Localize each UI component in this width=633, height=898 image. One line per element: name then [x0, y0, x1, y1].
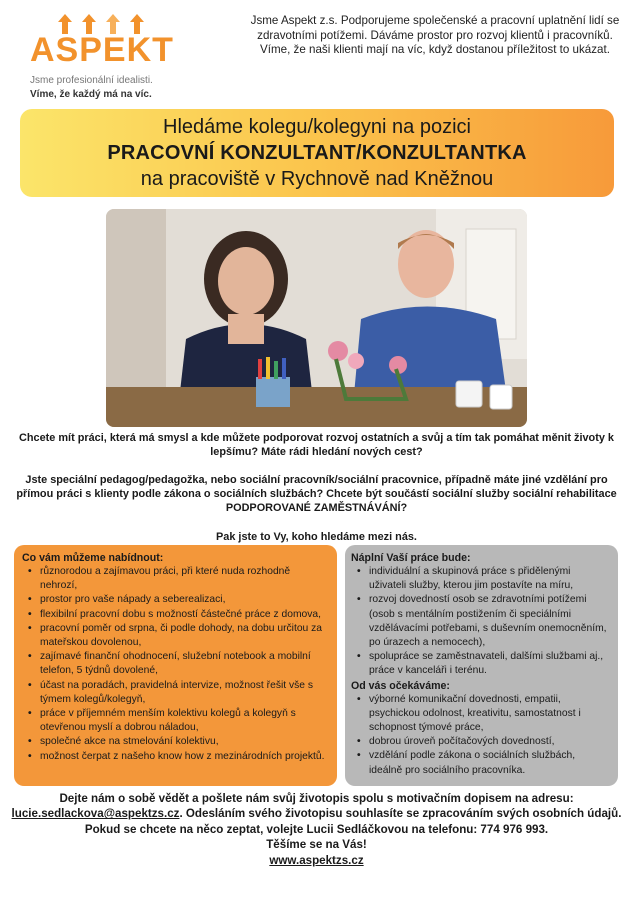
qualification-question: Jste speciální pedagog/pedagožka, nebo sociální pracovník/sociální pracovnice, případně máte jiné vzdělání pro přímou práci s klienty podle zákona o sociálních službách? Chcete být součástí sociální služby sociální rehabilitace PODPOROVANÉ ZAMĚSTNÁVÁNÍ?: [16, 474, 617, 515]
email-link[interactable]: lucie.sedlackova@aspektzs.cz: [11, 807, 180, 821]
list-item: • výborné komunikační dovednosti, empatii, psychickou odolnost, kreativitu, samostatnost i schopnost týmové práce,: [369, 693, 610, 736]
list-item: • možnost čerpat z našeho know how z mezinárodních projektů.: [40, 750, 329, 764]
list-item: • různorodou a zajímavou práci, při které nuda rozhodně nehrozí,: [40, 565, 329, 593]
list-item: • rozvoj dovedností osob se zdravotními potížemi (osob s mentálním postižením či speciálními vzdělávacími potřebami, s duševním onemocněním, po úrazech a nemocech),: [369, 593, 610, 650]
list-item: • individuální a skupinová práce s přidělenými uživateli služby, kterou jim postavíte na míru,: [369, 565, 610, 593]
logo-text: ASPEKT: [30, 31, 174, 69]
expectations-list: [351, 693, 610, 778]
list-item: • dobrou úroveň počítačových dovedností,: [369, 735, 610, 749]
tagline-2: Víme, že každý má na víc.: [30, 89, 152, 100]
list-item: • prostor pro vaše nápady a seberealizaci,: [40, 593, 329, 607]
intro-question: Chcete mít práci, která má smysl a kde můžete podporovat rozvoj ostatních a svůj a tím tak pomáhat měnit životy k lepšímu? Máte rádi hledání nových cest?: [19, 432, 614, 459]
offer-list: [22, 565, 329, 764]
list-item: • vzdělání podle zákona o sociálních službách, ideálně pro sociálního pracovníka.: [369, 749, 610, 777]
duties-title: Náplní Vaší práce bude:: [351, 552, 471, 564]
footer-greeting: Těšíme se na Vás!: [266, 838, 367, 852]
team-photo: [106, 209, 527, 427]
duties-box: [345, 545, 618, 786]
aspekt-logo: [30, 14, 190, 102]
banner-line-1: Hledáme kolegu/kolegyni na pozici: [163, 116, 471, 138]
duties-list: [351, 565, 610, 679]
list-item: • zajímavé finanční ohodnocení, služební notebook a mobilní telefon, 5 týdnů dovolené,: [40, 650, 329, 678]
list-item: • společné akce na stmelování kolektivu,: [40, 735, 329, 749]
offer-title: Co vám můžeme nabídnout:: [22, 552, 164, 564]
footer-phone-line: Pokud se chcete na něco zeptat, volejte Lucii Sedláčkovou na telefonu: 774 976 993.: [84, 822, 549, 836]
list-item: • práce v příjemném menším kolektivu kolegů a kolegyň s otevřenou myslí a dobrou náladou,: [40, 707, 329, 735]
tagline-1: Jsme profesionální idealisti.: [30, 75, 153, 86]
contact-footer: [10, 791, 623, 868]
call-to-join: Pak jste to Vy, koho hledáme mezi nás.: [216, 531, 417, 543]
consent-text: . Odesláním svého životopisu souhlasíte se zpracováním svých osobních údajů.: [179, 807, 622, 821]
website-link[interactable]: www.aspektzs.cz: [269, 853, 364, 867]
position-banner: [20, 109, 614, 197]
list-item: • pracovní poměr od srpna, či podle dohody, na dobu určitou za mateřskou dovolenou,: [40, 622, 329, 650]
footer-line-1: Dejte nám o sobě vědět a pošlete nám svůj životopis spolu s motivačním dopisem na adresu:: [59, 792, 574, 805]
footer-line-2: [10, 806, 623, 821]
banner-position-title: PRACOVNÍ KONZULTANT/KONZULTANTKA: [107, 142, 527, 164]
list-item: • účast na poradách, pravidelná intervize, možnost řešit vše s týmem kolegů/kolegyň,: [40, 679, 329, 707]
banner-location: na pracoviště v Rychnově nad Kněžnou: [140, 168, 494, 190]
expectations-title: Od vás očekáváme:: [351, 679, 450, 692]
offer-box: [14, 545, 337, 786]
intro-text: Jsme Aspekt z.s. Podporujeme společenské a pracovní uplatnění lidí se zdravotními potížemi. Dáváme prostor pro rozvoj klientů i pracovníků. Víme, že naši klienti mají na víc, když dostanou příležitost to ukázat.: [250, 14, 620, 56]
list-item: • flexibilní pracovní dobu s možností částečné práce z domova,: [40, 608, 329, 622]
list-item: • spolupráce se zaměstnavateli, dalšími službami aj., práce v kanceláři i terénu.: [369, 650, 610, 678]
